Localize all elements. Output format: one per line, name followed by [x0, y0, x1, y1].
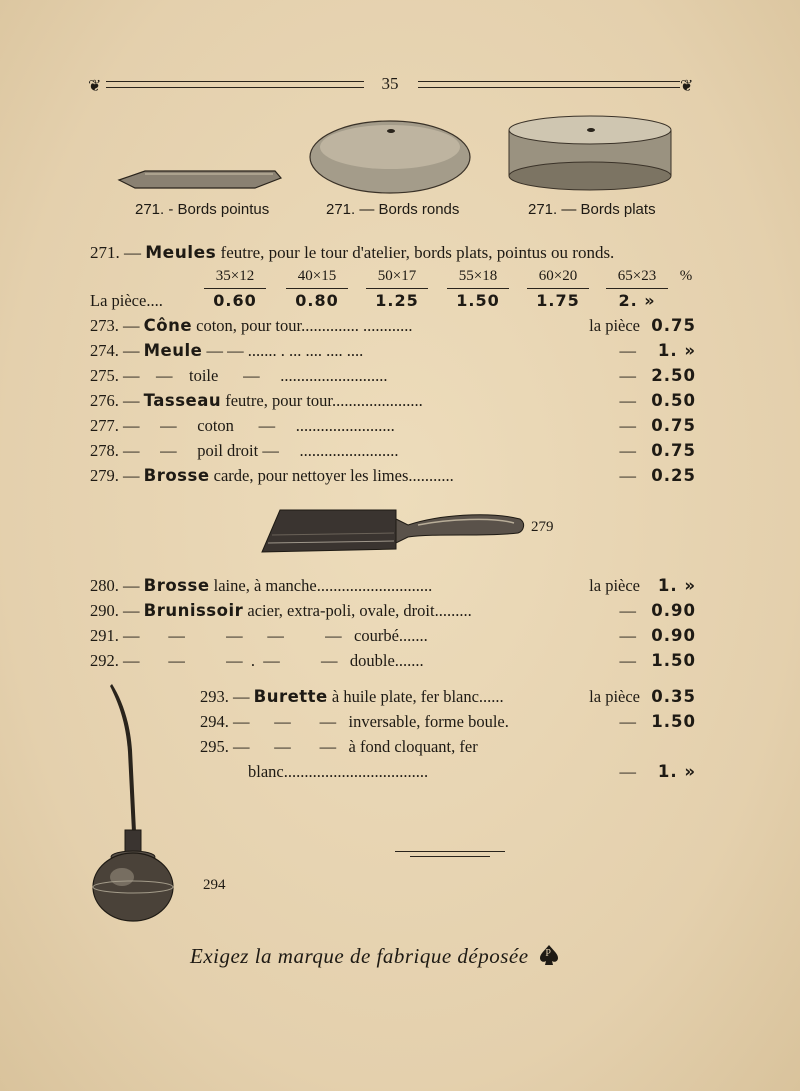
item-description: acier, extra-poli, ovale, droit......... [243, 601, 472, 620]
item-273 [90, 316, 700, 338]
item-number: 279. — [90, 466, 144, 485]
item-name: Meules [145, 243, 217, 263]
flat-wheel-illustration [505, 112, 675, 194]
item-name: Cône [143, 316, 193, 335]
item-price: 1. » [657, 341, 696, 360]
size-rule-0 [204, 288, 266, 289]
item-number: 293. — [200, 687, 254, 706]
item-276 [90, 391, 700, 413]
header-rule-right [418, 81, 680, 88]
footer-tagline [190, 944, 560, 969]
page-number: 35 [381, 74, 399, 93]
size-1: 40×15 [297, 268, 337, 284]
caption-ronds: 271. — Bords ronds [326, 201, 460, 218]
item-number: 277. — — coton — [90, 416, 276, 435]
item-unit: — [619, 626, 636, 645]
item-description: coton, pour tour.............. ............ [192, 316, 413, 335]
item-279 [90, 466, 700, 488]
item-unit: la pièce [589, 316, 640, 335]
item-number: 274. — [90, 341, 144, 360]
item-description: ........................ [275, 416, 395, 435]
section-rule [395, 851, 505, 852]
size-rule-1 [286, 288, 348, 289]
item-unit: — [619, 762, 636, 781]
item-number: 273. — [90, 316, 144, 335]
item-description: laine, à manche............................ [209, 576, 433, 595]
pointed-wheel-illustration [115, 160, 285, 195]
price-3: 1.50 [456, 291, 500, 310]
item-number: 292. — — — . — — double....... [90, 651, 424, 670]
item-293 [200, 687, 700, 709]
price-5: 2. » [618, 291, 656, 310]
card-brush-label: 279 [531, 519, 554, 535]
caption-pointus: 271. - Bords pointus [135, 201, 270, 218]
item-280 [90, 576, 700, 598]
item-description: carde, pour nettoyer les limes........... [209, 466, 454, 485]
size-rule-3 [447, 288, 509, 289]
item-292 [90, 651, 700, 673]
size-rule-2 [366, 288, 428, 289]
item-295-continued [248, 762, 700, 784]
item-description: ........................ [278, 441, 399, 460]
item-277 [90, 416, 700, 438]
item-unit: — [619, 341, 636, 360]
item-price: 0.90 [651, 601, 696, 620]
size-0: 35×12 [215, 268, 255, 284]
item-unit: — [619, 441, 636, 460]
item-number: 278. — — poil droit — [90, 441, 279, 460]
item-price: 0.35 [651, 687, 696, 706]
size-5: 65×23 [617, 268, 657, 284]
item-price: 1. » [657, 762, 696, 781]
item-number: 276. — [90, 391, 144, 410]
size-unit: % [679, 268, 693, 284]
round-wheel-illustration [305, 115, 475, 197]
item-unit: — [619, 466, 636, 485]
item-number: 295. — — — à fond cloquant, fer [200, 737, 478, 756]
item-description: à huile plate, fer blanc...... [327, 687, 504, 706]
item-price: 1.50 [651, 712, 696, 731]
item-price: 2.50 [651, 366, 696, 385]
price-2: 1.25 [375, 291, 419, 310]
item-number: 291. — — — — — courbé....... [90, 626, 428, 645]
item-name: Meule [143, 341, 203, 360]
item-name: Burette [253, 687, 328, 706]
item-price: 0.75 [651, 441, 696, 460]
price-1: 0.80 [295, 291, 339, 310]
size-4: 60×20 [538, 268, 578, 284]
item-number: 275. — — toile [90, 366, 219, 385]
item-description: — — ....... . ... .... .... .... [202, 341, 364, 360]
la-piece-label: La pièce.... [90, 291, 163, 310]
item-name: Brunissoir [143, 601, 244, 620]
item-271 [90, 243, 700, 265]
item-unit: — [619, 651, 636, 670]
item-price: 0.50 [651, 391, 696, 410]
item-290 [90, 601, 700, 623]
price-4: 1.75 [536, 291, 580, 310]
left-ornament-icon: ❦ [88, 78, 102, 95]
item-274 [90, 341, 700, 363]
item-275 [90, 366, 700, 388]
item-number: 290. — [90, 601, 144, 620]
item-unit: — [619, 601, 636, 620]
item-name: Brosse [143, 576, 210, 595]
caption-plats: 271. — Bords plats [528, 201, 656, 218]
logo-letter: P [545, 948, 552, 959]
size-2: 50×17 [377, 268, 417, 284]
item-291 [90, 626, 700, 648]
card-brush-illustration [258, 505, 528, 557]
item-unit: — [619, 366, 636, 385]
item-description: — .......................... [218, 366, 388, 385]
spade-logo-icon [538, 944, 560, 966]
item-unit: la pièce [589, 576, 640, 595]
price-0: 0.60 [213, 291, 257, 310]
item-number: 280. — [90, 576, 144, 595]
item-294 [200, 712, 700, 734]
size-rule-5 [606, 288, 668, 289]
oil-can-illustration [88, 682, 178, 932]
item-number: 294. — — — inversable, forme boule. [200, 712, 509, 731]
size-3: 55×18 [458, 268, 498, 284]
item-number: 271. — [90, 243, 146, 262]
item-name: Brosse [143, 466, 210, 485]
right-ornament-icon: ❦ [680, 78, 694, 95]
item-price: 1.50 [651, 651, 696, 670]
section-rule-lower [410, 856, 490, 857]
footer-text: Exigez la marque de fabrique déposée [190, 944, 529, 968]
item-price: 1. » [657, 576, 696, 595]
header-rule-left [106, 81, 364, 88]
item-unit: la pièce [589, 687, 640, 706]
item-unit: — [619, 712, 636, 731]
item-price: 0.25 [651, 466, 696, 485]
item-description: feutre, pour le tour d'atelier, bords plats, pointus ou ronds. [216, 243, 615, 262]
oil-can-label: 294 [203, 877, 226, 893]
item-description: blanc................................... [248, 762, 429, 781]
item-name: Tasseau [143, 391, 222, 410]
item-description: feutre, pour tour...................... [221, 391, 423, 410]
item-price: 0.75 [651, 416, 696, 435]
item-price: 0.90 [651, 626, 696, 645]
size-rule-4 [527, 288, 589, 289]
item-295 [200, 737, 700, 759]
item-price: 0.75 [651, 316, 696, 335]
item-278 [90, 441, 700, 463]
item-unit: — [619, 416, 636, 435]
item-unit: — [619, 391, 636, 410]
